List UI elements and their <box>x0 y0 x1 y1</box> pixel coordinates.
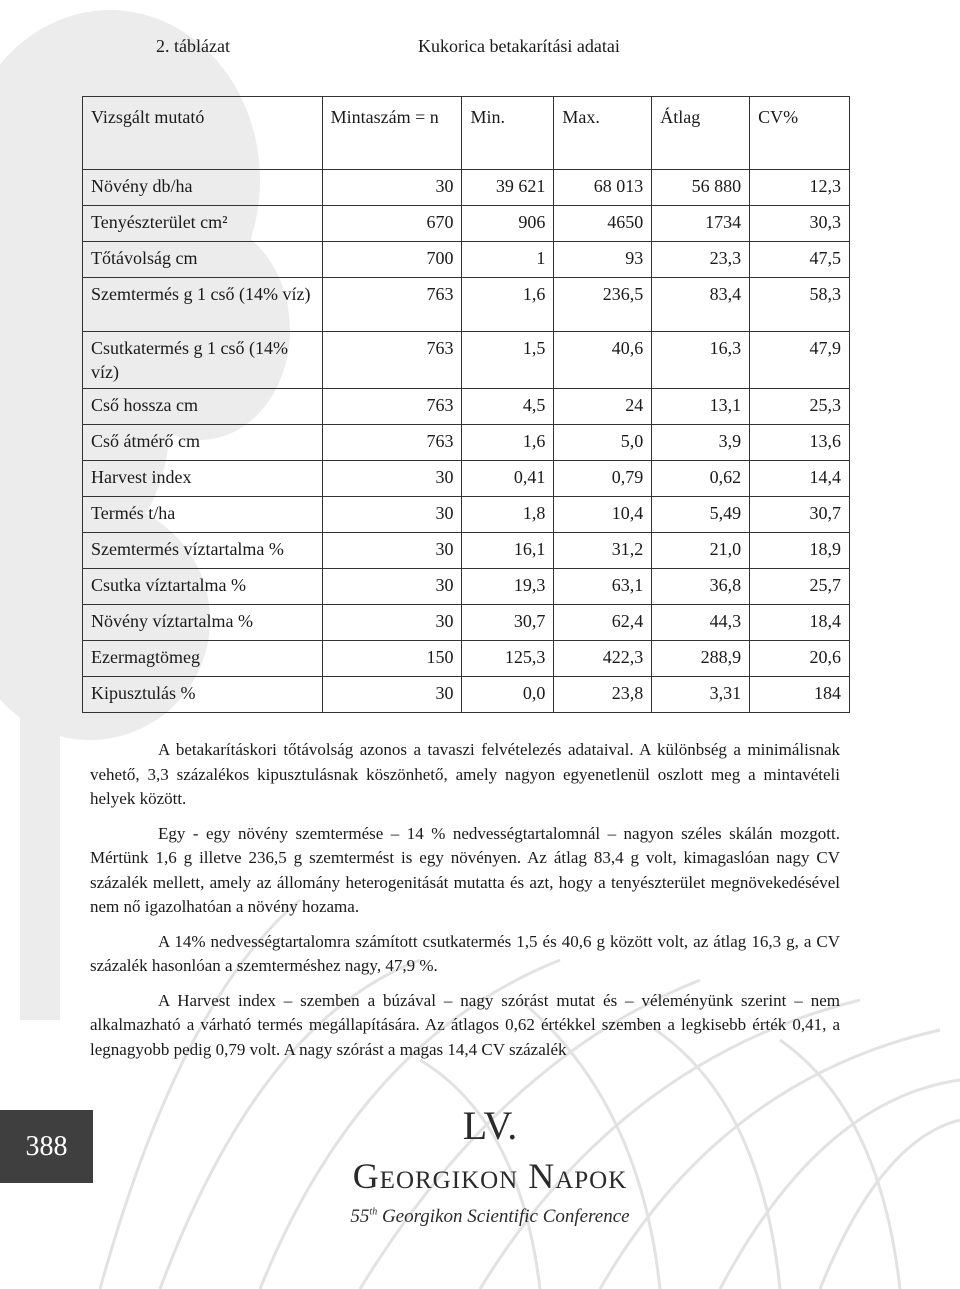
value-cell: 1734 <box>652 206 750 242</box>
table-body <box>83 170 850 713</box>
header-cell: Min. <box>462 97 554 170</box>
value-cell: 0,41 <box>462 461 554 497</box>
value-cell: 13,1 <box>652 389 750 425</box>
row-label-cell: Harvest index <box>83 461 323 497</box>
value-cell: 25,7 <box>750 569 850 605</box>
header-cell: Max. <box>554 97 652 170</box>
row-label-cell: Kipusztulás % <box>83 677 323 713</box>
table-row <box>83 332 850 389</box>
table-row <box>83 278 850 332</box>
row-label-cell: Termés t/ha <box>83 497 323 533</box>
value-cell: 0,0 <box>462 677 554 713</box>
value-cell: 0,62 <box>652 461 750 497</box>
value-cell: 422,3 <box>554 641 652 677</box>
value-cell: 4650 <box>554 206 652 242</box>
value-cell: 83,4 <box>652 278 750 332</box>
paragraph: A Harvest index – szemben a búzával – nagy szórást mutat és – véleményünk szerint – nem alkalmazható a várható termés megállapítására. Az átlagos 0,62 értékkel szemben a legkisebb érték 0,41, a legnagyobb pedig 0,79 volt. A nagy szórást a magas 14,4 CV százalék <box>90 990 840 1059</box>
paragraph: Egy - egy növény szemtermése – 14 % nedvességtartalomnál – nagyon széles skálán mozgott. Mértünk 1,6 g illetve 236,5 g szemtermést is egy növényen. Az átlag 83,4 g volt, kimagaslóan nagy CV százalék mellett, amely az állomány heterogenitását mutatta és azt, hogy a tenyészterület megnövekedésével nem nő igazolhatóan a növény hozama. <box>90 823 840 916</box>
value-cell: 0,79 <box>554 461 652 497</box>
page-number: 388 <box>0 1110 93 1183</box>
table-row <box>83 206 850 242</box>
row-label-cell: Tőtávolság cm <box>83 242 323 278</box>
value-cell: 56 880 <box>652 170 750 206</box>
row-label-cell: Növény db/ha <box>83 170 323 206</box>
row-label-cell: Csutka víztartalma % <box>83 569 323 605</box>
value-cell: 13,6 <box>750 425 850 461</box>
value-cell: 68 013 <box>554 170 652 206</box>
row-label-cell: Növény víztartalma % <box>83 605 323 641</box>
row-label-cell: Tenyészterület cm² <box>83 206 323 242</box>
value-cell: 30 <box>322 677 462 713</box>
harvest-data-table <box>82 96 850 713</box>
value-cell: 58,3 <box>750 278 850 332</box>
value-cell: 36,8 <box>652 569 750 605</box>
value-cell: 21,0 <box>652 533 750 569</box>
value-cell: 16,1 <box>462 533 554 569</box>
value-cell: 1,8 <box>462 497 554 533</box>
value-cell: 63,1 <box>554 569 652 605</box>
value-cell: 763 <box>322 332 462 389</box>
value-cell: 10,4 <box>554 497 652 533</box>
value-cell: 1,6 <box>462 278 554 332</box>
table-row <box>83 533 850 569</box>
value-cell: 30 <box>322 605 462 641</box>
value-cell: 47,5 <box>750 242 850 278</box>
conference-edition: LV. <box>462 1103 518 1148</box>
value-cell: 288,9 <box>652 641 750 677</box>
header-cell: Mintaszám = n <box>322 97 462 170</box>
value-cell: 30,3 <box>750 206 850 242</box>
table-row <box>83 170 850 206</box>
value-cell: 25,3 <box>750 389 850 425</box>
table-row <box>83 425 850 461</box>
value-cell: 30 <box>322 569 462 605</box>
value-cell: 5,49 <box>652 497 750 533</box>
value-cell: 4,5 <box>462 389 554 425</box>
value-cell: 906 <box>462 206 554 242</box>
value-cell: 125,3 <box>462 641 554 677</box>
value-cell: 31,2 <box>554 533 652 569</box>
row-label-cell: Szemtermés g 1 cső (14% víz) <box>83 278 323 332</box>
value-cell: 47,9 <box>750 332 850 389</box>
conference-subtitle <box>300 1206 680 1228</box>
value-cell: 93 <box>554 242 652 278</box>
table-row <box>83 497 850 533</box>
value-cell: 24 <box>554 389 652 425</box>
table-caption <box>156 36 856 57</box>
value-cell: 1,5 <box>462 332 554 389</box>
table-row <box>83 389 850 425</box>
value-cell: 184 <box>750 677 850 713</box>
row-label-cell: Szemtermés víztartalma % <box>83 533 323 569</box>
paragraph: A 14% nedvességtartalomra számított csutkatermés 1,5 és 40,6 g között volt, az átlag 16,3 g, a CV százalék hasonlóan a szemterméshez nagy, 47,9 %. <box>90 931 840 975</box>
value-cell: 30 <box>322 497 462 533</box>
value-cell: 1 <box>462 242 554 278</box>
value-cell: 236,5 <box>554 278 652 332</box>
table-row <box>83 461 850 497</box>
value-cell: 14,4 <box>750 461 850 497</box>
value-cell: 763 <box>322 425 462 461</box>
value-cell: 18,4 <box>750 605 850 641</box>
conference-name: Georgikon Napok <box>352 1156 628 1196</box>
paragraph: A betakarításkori tőtávolság azonos a tavaszi felvételezés adataival. A különbség a minimálisnak vehető, 3,3 százalékos kipusztulásnak köszönhető, amely nagyon egyenetlenül oszlott meg a mintavételi helyek között. <box>90 740 840 808</box>
row-label-cell: Cső átmérő cm <box>83 425 323 461</box>
value-cell: 23,3 <box>652 242 750 278</box>
value-cell: 18,9 <box>750 533 850 569</box>
header-cell: CV% <box>750 97 850 170</box>
conference-sub-text: Georgikon Scientific Conference <box>377 1206 630 1227</box>
value-cell: 23,8 <box>554 677 652 713</box>
table-row <box>83 641 850 677</box>
value-cell: 12,3 <box>750 170 850 206</box>
table-row <box>83 569 850 605</box>
value-cell: 19,3 <box>462 569 554 605</box>
value-cell: 150 <box>322 641 462 677</box>
value-cell: 763 <box>322 278 462 332</box>
conference-sub-suffix: th <box>369 1206 378 1218</box>
value-cell: 5,0 <box>554 425 652 461</box>
row-label-cell: Csutkatermés g 1 cső (14% víz) <box>83 332 323 389</box>
value-cell: 20,6 <box>750 641 850 677</box>
table-row <box>83 677 850 713</box>
table-header-row <box>83 97 850 170</box>
value-cell: 16,3 <box>652 332 750 389</box>
header-cell: Átlag <box>652 97 750 170</box>
row-label-cell: Ezermagtömeg <box>83 641 323 677</box>
conference-sub-number: 55 <box>350 1206 370 1227</box>
value-cell: 62,4 <box>554 605 652 641</box>
value-cell: 30 <box>322 170 462 206</box>
header-cell: Vizsgált mutató <box>83 97 323 170</box>
value-cell: 30 <box>322 461 462 497</box>
table-row <box>83 605 850 641</box>
value-cell: 30,7 <box>750 497 850 533</box>
value-cell: 763 <box>322 389 462 425</box>
value-cell: 670 <box>322 206 462 242</box>
value-cell: 44,3 <box>652 605 750 641</box>
value-cell: 30 <box>322 533 462 569</box>
table-row <box>83 242 850 278</box>
row-label-cell: Cső hossza cm <box>83 389 323 425</box>
value-cell: 30,7 <box>462 605 554 641</box>
value-cell: 40,6 <box>554 332 652 389</box>
value-cell: 3,9 <box>652 425 750 461</box>
value-cell: 1,6 <box>462 425 554 461</box>
value-cell: 3,31 <box>652 677 750 713</box>
body-text <box>90 738 840 1072</box>
table-number: 2. táblázat <box>156 36 230 56</box>
table-title: Kukorica betakarítási adatai <box>418 36 620 56</box>
value-cell: 700 <box>322 242 462 278</box>
value-cell: 39 621 <box>462 170 554 206</box>
